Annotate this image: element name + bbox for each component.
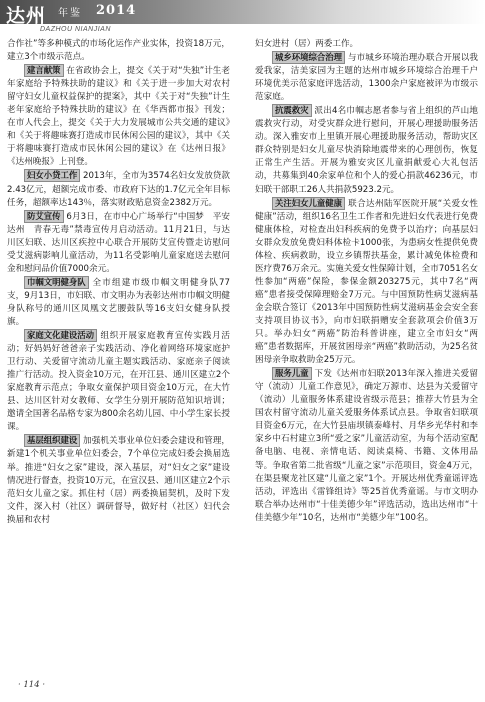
page-number: · 114 · [18,680,46,690]
section-heading-badge: 基层组织建设 [24,434,80,447]
paragraph-text: 全市组建市级巾帼文明健身队77支，9月13日，市妇联、市文明办为表彰达州市巾帼文明健身队称号的通川区凤凰文艺腰鼓队等16支妇女健身队授旗。 [7,277,230,327]
paragraph [255,197,478,368]
paragraph-text: 下发《达州市妇联2013年深入推进关爱留守（流动）儿童工作意见》，确定万源市、达县为关爱留守（流动）儿童服务体系建设省级示范县；推荐大竹县为全国农村留守流动儿童关爱服务体系试点县。争取省妇联项目资金6万元，在大竹县庙坝镇泰峰村、月华乡光华村和李家乡中石村建立3所“爱之家”儿童活动室，为每个活动室配备电脑、电视、亲情电话、阅读桌椅、书籍、文体用品等。争取省第二批省级“儿童之家”示范项目，资金4万元，在渠县聚龙社区建“儿童之家”1个。开展达州优秀童谣评选活动，评选出《雷锋组诗》等25首优秀童谣。与市文明办联合举办达州市“十佳美德少年”评选活动，选出达州市“十佳美德少年”10名，达州市“美德少年”100名。 [255,369,479,523]
right-column [255,38,478,525]
section-heading-badge: 防艾宣传 [24,210,64,223]
paragraph [7,210,230,276]
section-heading-badge: 城乡环境综合治理 [272,51,345,64]
paragraph-text: 派出4名巾帼志愿者参与省上组织的芦山地震救灾行动，对受灾群众进行慰问，开展心理援助服务活动。深入雅安市上里镇开展心理援助服务活动，帮助灾区群众特别是妇女儿童尽快消除地震带来的心理创伤，恢复正常生产生活。开展为雅安灾区儿童捐献爱心大礼包活动，共募集到40余家单位和个人的爱心捐款46236元，市妇联干部职工26人共捐款5923.2元。 [255,106,478,195]
section-heading-badge: 抗震救灾 [272,104,312,117]
paragraph [7,64,230,169]
paragraph-text: 合作社”等多种模式的市场化运作产业实体，投资18万元，建立3个市级示范点。 [7,39,230,63]
paragraph-text: 在省政协会上，提交《关于对“失独”计生老年家庭给予特殊扶助的建议》和《关于进一步加大对农村留守妇女儿童权益保护的提案》，其中《关于对“失独”计生老年家庭给予特殊扶助的建议》在《华西都市报》刊发；在市人代会上，提交《关于大力发展城市公共交通的建议》和《关于将趣味赛打造成市民休闲公园的建议》，其中《关于将趣味赛打造成市民休闲公园的建议》在《达州日报》《达州晚报》上刊登。 [7,66,231,168]
section-heading-badge: 家庭文化建设活动 [24,329,97,342]
paragraph-text: 与市城乡环境治理办联合开展以我爱我家，洁美家园为主题的达州市城乡环境综合治理千户环境优美示范家庭评选活动，1300余户家庭被评为市级示范家庭。 [255,53,478,103]
paragraph [7,434,230,526]
paragraph [255,51,478,104]
paragraph [7,169,230,209]
paragraph [7,329,230,434]
paragraph [255,104,478,196]
paragraph-text: 加强机关事业单位妇委会建设和管理，新建1个机关事业单位妇委会，7个单位完成妇委会换届选举。推进“妇女之家”建设，深入基层，对“妇女之家”建设情况进行督查，投资10万元，在宣汉县、通川区建立2个示范妇女儿童之家。抓住村（居）两委换届契机，及时下发文件，深入村（社区）调研督导，做好村（社区）妇代会换届和农村 [7,436,230,525]
yearbook-english-title: DAZHOU NIANJIAN [40,26,111,33]
paragraph-text: 组织开展家庭教育宣传实践月活动；好妈妈好爸爸亲子实践活动、净化着网络环境家庭护卫行动、关爱留守流动儿童主题实践活动、家庭亲子阅读推广行活动。投入资金10万元，在开江县、通川区建立2个家庭教育示范点；争取女童保护项目资金10万元，在大竹县、达川区针对女教师、女学生分别开展防范知识培训；邀请全国著名品格专家为800余名幼儿园、中小学生家长授课。 [7,331,230,433]
yearbook-year: 2014 [96,3,137,18]
paragraph-text: 2013年，全市为3574名妇女发放贷款2.43亿元，超额完成市委、市政府下达的1.7亿元全年目标任务，超额率达143％，落实财政贴息资金2382万元。 [7,171,230,208]
paragraph [255,38,478,51]
page-header [0,0,485,36]
section-heading-badge: 巾帼文明健身队 [24,276,89,289]
paragraph [7,276,230,329]
left-column [7,38,230,527]
paragraph [255,367,478,525]
yearbook-subtitle: 年鉴 [58,8,82,19]
section-heading-badge: 关注妇女儿童健康 [272,197,345,210]
paragraph-text: 妇女进村（居）两委工作。 [255,39,359,49]
yearbook-title: 达州 [6,5,47,27]
paragraph [7,38,230,64]
paragraph-text: 6月3日，在市中心广场举行“中国梦 平安达州 青春无毒”禁毒宣传月启动活动。11月21日，与达川区妇联、达川区疾控中心联合开展防艾宣传暨走访慰问受艾滋病影响儿童活动，为11名受影响儿童家庭送去慰问金和慰问品价值7000余元。 [7,211,231,274]
section-heading-badge: 建言献策 [24,64,64,77]
section-heading-badge: 服务儿童 [272,367,312,380]
paragraph-text: 联合达州陆军医院开展“关爱女性健康”活动，组织16名卫生工作者和先进妇女代表进行免费健康体检，对检查出妇科疾病的免费予以治疗；向基层妇女群众发放免费妇科体检卡1000张，为患病女性提供免费体检、疾病救助，设立乡镇帮扶基金，累计减免体检费和医疗费76万余元。实施关爱女性保障计划，全市7051名女性参加“两癌”保险，参保金额203275元，其中7名“两癌”患者接受保障理赔金7万元。与中国预防性病艾滋病基金会联合签订《2013年中国预防性病艾滋病基金会安全套支持项目协议书》，向市妇联捐赠安全套款项会价值3万只。举办妇女“两癌”防治科普讲座，建立全市妇女“两癌”患者数据库，开展贫困母亲“两癌”救助活动，为25名贫困母亲争取救助金25万元。 [255,198,479,366]
section-heading-badge: 妇女小贷工作 [24,169,80,182]
